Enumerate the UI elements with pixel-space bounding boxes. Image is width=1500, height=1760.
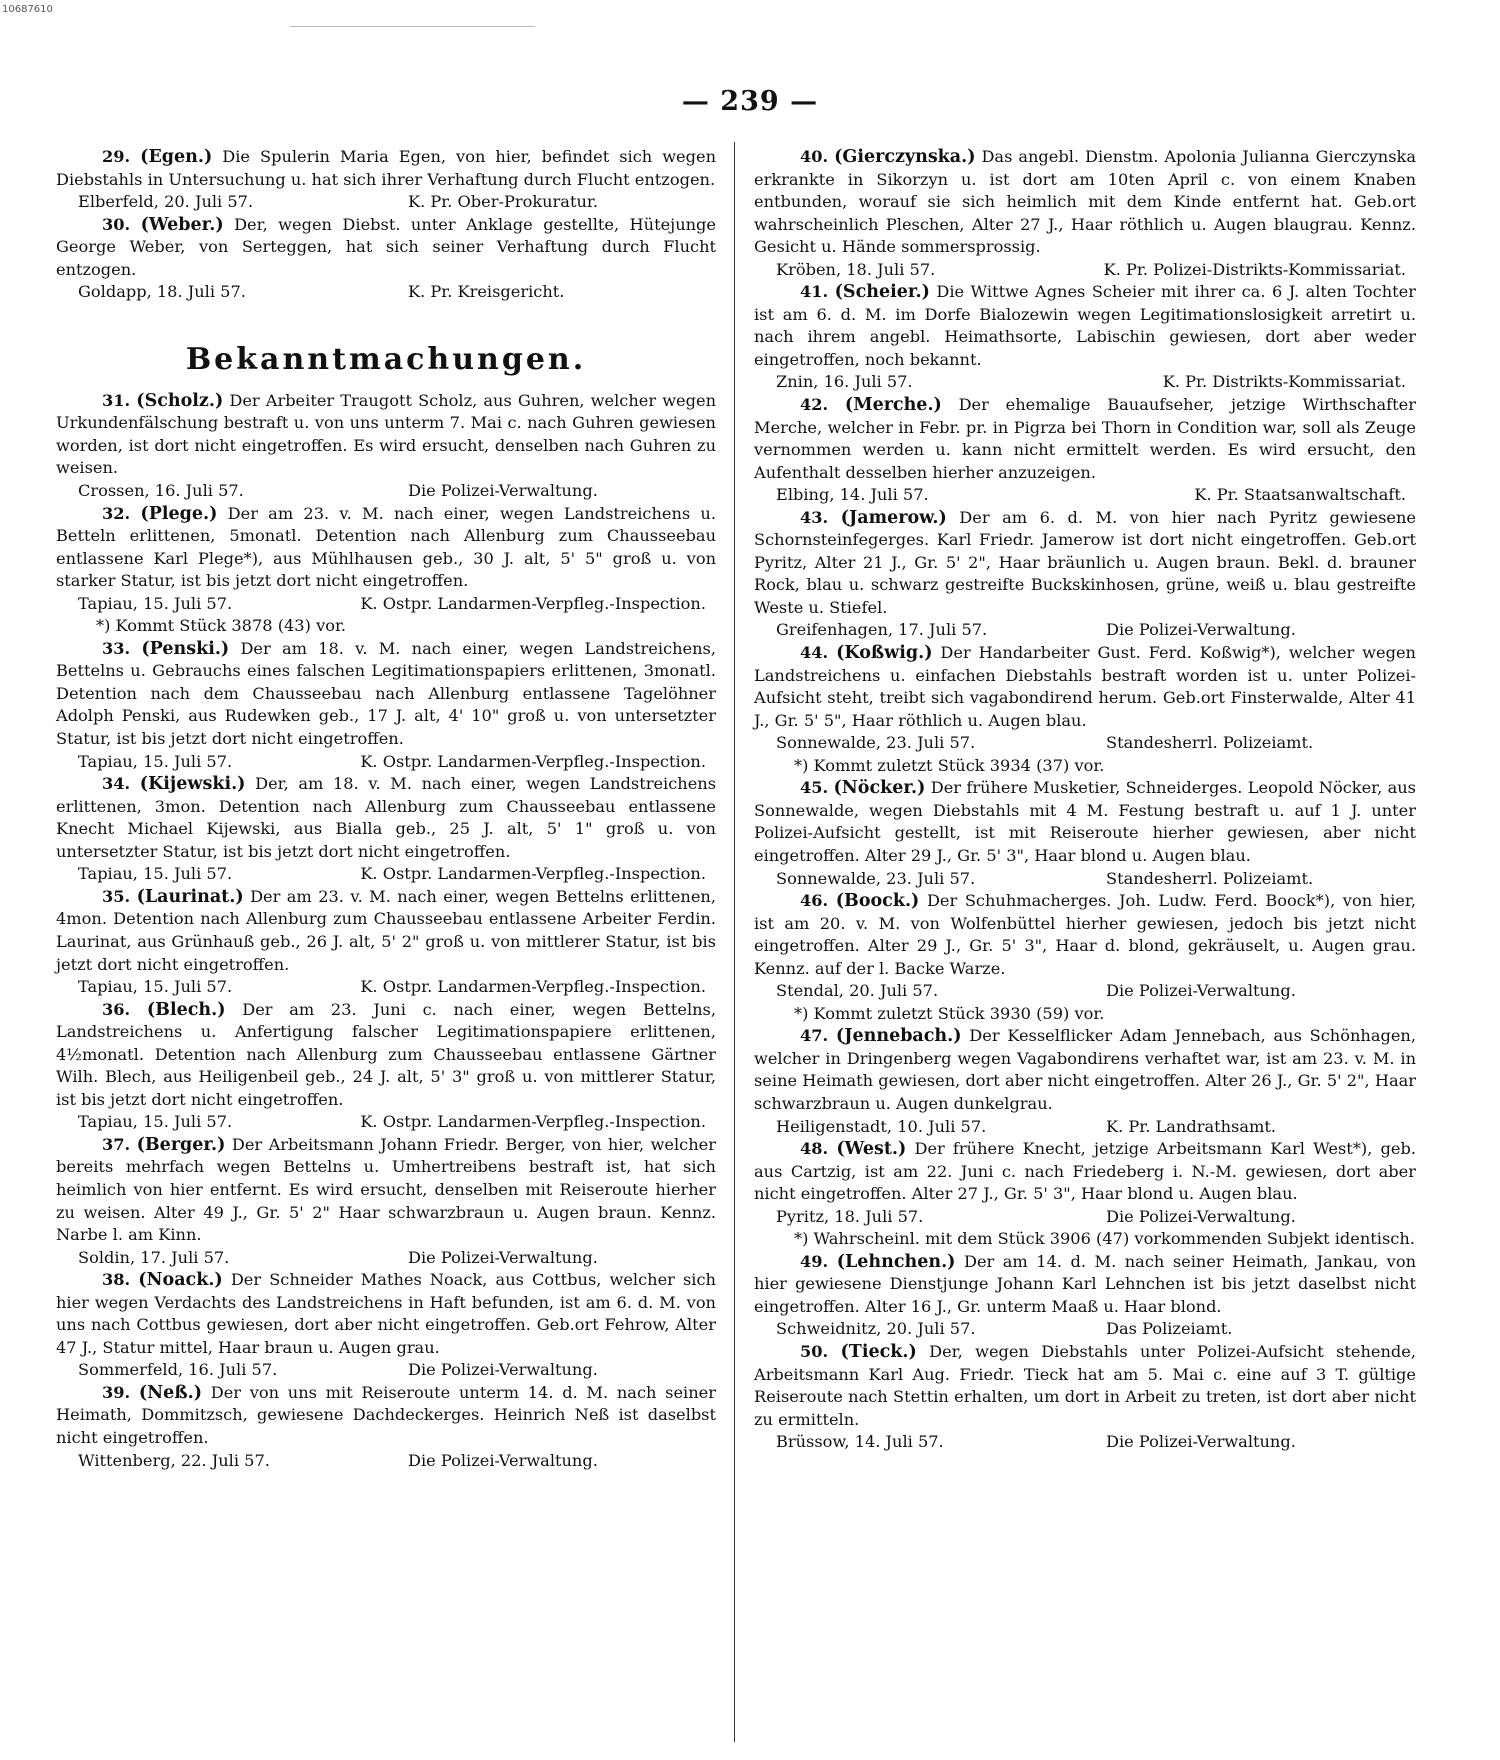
- notice-text-block: [56, 390, 716, 480]
- notice-number: 45.: [800, 778, 829, 798]
- notice-text: Der von uns mit Reiseroute unterm 14. d. M. nach seiner Heimath, Dommitzsch, gewiesene Dachdeckerges. Heinrich Neß ist daselbst nicht eingetroffen.: [56, 1382, 716, 1447]
- notice-entry: [754, 1341, 1416, 1454]
- notice-signature: [776, 619, 1416, 642]
- notice-name: (Boock.): [835, 891, 920, 912]
- page-number: — 239 —: [681, 86, 819, 117]
- notice-text: Der Arbeiter Traugott Scholz, aus Guhren, welcher wegen Urkundenfälschung bestraft u. von uns unterm 7. Mai c. nach Guhren gewiesen worden, ist dort nicht eingetroffen. Es wird ersucht, denselben nach Guhren zu weisen.: [56, 390, 716, 478]
- notice-authority: Die Polizei-Verwaltung.: [408, 1450, 598, 1470]
- notice-signature: [78, 593, 716, 616]
- right-announcements: [754, 146, 1416, 1454]
- notice-number: 29.: [102, 147, 131, 166]
- notice-place-date: Elberfeld, 20. Juli 57.: [78, 192, 254, 212]
- notice-entry: [56, 214, 716, 304]
- notice-authority: K. Ostpr. Landarmen-Verpfleg.-Inspection.: [360, 593, 706, 613]
- notice-place-date: Znin, 16. Juli 57.: [776, 372, 913, 392]
- notice-entry: [56, 1382, 716, 1472]
- notice-entry: [754, 394, 1416, 507]
- notice-signature: [78, 1450, 716, 1473]
- notice-text-block: [56, 999, 716, 1112]
- notice-authority: Die Polizei-Verwaltung.: [1106, 981, 1296, 1001]
- notice-text-block: [754, 642, 1416, 732]
- notice-signature: [78, 863, 716, 886]
- notice-authority: Die Polizei-Verwaltung.: [408, 1360, 598, 1380]
- notice-authority: K. Pr. Landrathsamt.: [1106, 1116, 1276, 1136]
- notice-footnote: *) Kommt zuletzt Stück 3930 (59) vor.: [794, 1003, 1105, 1023]
- notice-authority: K. Pr. Ober-Prokuratur.: [408, 192, 598, 212]
- notice-number: 30.: [102, 214, 131, 234]
- notice-authority: Die Polizei-Verwaltung.: [1106, 620, 1296, 640]
- notice-entry: [56, 999, 716, 1134]
- notice-name: (Penski.): [141, 638, 230, 659]
- notice-authority: K. Pr. Kreisgericht.: [408, 282, 565, 302]
- notice-text: Der am 23. v. M. nach einer, wegen Bettelns erlittenen, 4mon. Detention nach Allenburg zum Chausseebau entlassene Arbeiter Ferdin. Laurinat, aus Grünhauß geb., 26 J. alt, 5' 2" groß u. von mittlerer Statur, ist bis jetzt dort nicht eingetroffen.: [56, 886, 716, 974]
- notice-number: 47.: [800, 1026, 829, 1046]
- notice-signature: [78, 1359, 716, 1382]
- notice-name: (Plege.): [140, 503, 218, 524]
- notice-name: (Scheier.): [834, 282, 930, 303]
- notice-signature: [776, 868, 1416, 891]
- notice-place-date: Kröben, 18. Juli 57.: [776, 259, 936, 279]
- notice-text: Der am 6. d. M. von hier nach Pyritz gewiesene Schornsteinfegerges. Karl Friedr. Jamerow ist dort nicht eingetroffen. Geb.ort Pyritz, Alter 21 J., Gr. 5' 2", Haar bräunlich u. Augen braun. Bekl. d. brauner Rock, blau u. schwarz gestreifte Buckskinhosen, grüne, weiß u. blau gestreifte Weste u. Stiefel.: [754, 507, 1416, 617]
- notice-authority: Standesherrl. Polizeiamt.: [1106, 868, 1314, 888]
- notice-name: (Noack.): [138, 1270, 223, 1291]
- notice-text: Der frühere Knecht, jetzige Arbeitsmann Karl West*), geb. aus Cartzig, ist am 22. Juni c. nach Friedeberg i. N.-M. gewiesen, dort aber nicht eingetroffen. Alter 27 J., Gr. 5' 3", Haar blond u. Augen blau.: [754, 1139, 1416, 1204]
- notice-name: (Kijewski.): [139, 774, 246, 795]
- notice-entry: [56, 146, 716, 214]
- top-rule: [290, 26, 535, 27]
- notice-authority: Die Polizei-Verwaltung.: [1106, 1432, 1296, 1452]
- notice-text-block: [56, 214, 716, 282]
- notice-place-date: Sonnewalde, 23. Juli 57.: [776, 868, 976, 888]
- notice-text-block: [56, 146, 716, 191]
- notice-authority: K. Ostpr. Landarmen-Verpfleg.-Inspection.: [360, 864, 706, 884]
- notice-name: (Jamerow.): [840, 507, 947, 528]
- notice-number: 48.: [800, 1139, 829, 1159]
- notice-text-block: [754, 146, 1416, 259]
- notice-authority: K. Pr. Polizei-Distrikts-Kommissariat.: [1103, 259, 1406, 279]
- notice-number: 41.: [800, 282, 829, 302]
- notice-text: Der Kesselflicker Adam Jennebach, aus Schönhagen, welcher in Dringenberg wegen Vagabondirens verhaftet war, ist am 23. v. M. in seine Heimath gewiesen, dort aber nicht eingetroffen. Alter 26 J., Gr. 5' 2", Haar schwarzbraun u. Augen dunkelgrau.: [754, 1026, 1416, 1113]
- notice-authority: K. Pr. Staatsanwaltschaft.: [1194, 485, 1406, 505]
- notice-authority: K. Ostpr. Landarmen-Verpfleg.-Inspection.: [360, 751, 706, 771]
- notice-number: 33.: [102, 638, 131, 658]
- notice-place-date: Tapiau, 15. Juli 57.: [78, 751, 233, 771]
- notice-place-date: Tapiau, 15. Juli 57.: [78, 977, 233, 997]
- notice-entry: [754, 642, 1416, 777]
- notice-signature: [776, 980, 1416, 1003]
- notice-signature: [776, 732, 1416, 755]
- notice-entry: [56, 390, 716, 503]
- notice-entry: [754, 777, 1416, 890]
- notice-name: (Egen.): [140, 147, 213, 167]
- notice-text: Die Wittwe Agnes Scheier mit ihrer ca. 6 J. alten Tochter ist am 6. d. M. im Dorfe Bialozewin wegen Legitimationslosigkeit arretirt u. nach ihrem angebl. Heimathsorte, Labischin gewiesen, dort aber weder eingetroffen, noch bekannt.: [754, 282, 1416, 369]
- notice-entry: [56, 503, 716, 638]
- notice-authority: K. Pr. Distrikts-Kommissariat.: [1162, 372, 1406, 392]
- notice-number: 42.: [800, 395, 829, 415]
- notice-entry: [754, 281, 1416, 394]
- notice-place-date: Goldapp, 18. Juli 57.: [78, 282, 246, 302]
- notice-number: 35.: [102, 886, 131, 906]
- notice-number: 34.: [102, 774, 131, 794]
- notice-name: (Nöcker.): [833, 778, 926, 799]
- notice-name: (Tieck.): [840, 1341, 917, 1362]
- notice-authority: Das Polizeiamt.: [1106, 1319, 1233, 1339]
- section-heading: Bekanntmachungen.: [185, 341, 587, 377]
- notice-place-date: Tapiau, 15. Juli 57.: [78, 864, 233, 884]
- notice-name: (Neß.): [138, 1382, 202, 1403]
- notice-text-block: [754, 281, 1416, 371]
- notice-name: (Koßwig.): [836, 643, 933, 664]
- notice-text: Der Handarbeiter Gust. Ferd. Koßwig*), welcher wegen Landstreichens u. einfachen Diebstahls bestraft worden ist u. unter Polizei-Aufsicht steht, treibt sich vagabondirend herum. Geb.ort Finsterwalde, Alter 41 J., Gr. 5' 5", Haar röthlich u. Augen blau.: [754, 643, 1416, 730]
- notice-text: Der, am 18. v. M. nach einer, wegen Landstreichens erlittenen, 3mon. Detention nach Allenburg zum Chausseebau entlassene Knecht Michael Kijewski, aus Bialla geb., 25 J. alt, 5' 1" groß u. von untersetzter Statur, ist bis jetzt dort nicht eingetroffen.: [56, 774, 717, 861]
- notice-text-block: [754, 1251, 1416, 1319]
- notice-name: (Blech.): [146, 999, 226, 1020]
- notice-entry: [754, 1138, 1416, 1251]
- notice-text-block: [56, 773, 716, 863]
- notice-name: (Laurinat.): [136, 886, 244, 907]
- notice-place-date: Elbing, 14. Juli 57.: [776, 485, 929, 505]
- notice-signature: [776, 1206, 1416, 1229]
- notice-name: (Merche.): [844, 395, 942, 416]
- notice-text: Der Arbeitsmann Johann Friedr. Berger, von hier, welcher bereits mehrfach wegen Bettelns u. Umhertreibens bestraft ist, hat sich heimlich von hier entfernt. Es wird ersucht, denselben mit Reiseroute hierher zu weisen. Alter 49 J., Gr. 5' 2" Haar schwarzbraun u. Augen braun. Kennz. Narbe l. am Kinn.: [56, 1134, 716, 1245]
- notice-text-block: [754, 394, 1416, 484]
- notice-place-date: Soldin, 17. Juli 57.: [78, 1247, 230, 1267]
- notice-place-date: Heiligenstadt, 10. Juli 57.: [776, 1116, 987, 1136]
- notice-name: (Jennebach.): [835, 1026, 962, 1047]
- notice-text-block: [56, 1134, 716, 1247]
- notice-signature: [776, 1318, 1416, 1341]
- notice-place-date: Stendal, 20. Juli 57.: [776, 981, 939, 1001]
- notice-text: Die Spulerin Maria Egen, von hier, befindet sich wegen Diebstahls in Untersuchung u. hat sich ihrer Verhaftung durch Flucht entzogen.: [56, 147, 716, 189]
- notice-place-date: Pyritz, 18. Juli 57.: [776, 1206, 924, 1226]
- notice-text-block: [754, 1138, 1416, 1206]
- notice-place-date: Tapiau, 15. Juli 57.: [78, 1112, 233, 1132]
- notice-text: Der frühere Musketier, Schneiderges. Leopold Nöcker, aus Sonnewalde, wegen Diebstahls mit 4 M. Festung bestraft u. auf 1 J. unter Polizei-Aufsicht gestellt, ist mit Reiseroute hierher gewiesen, aber nicht eingetroffen. Alter 29 J., Gr. 5' 3", Haar blond u. Augen blau.: [754, 778, 1416, 865]
- right-column: [754, 146, 1416, 1454]
- notice-signature: [78, 976, 716, 999]
- notice-name: (Weber.): [140, 214, 224, 235]
- notice-number: 50.: [800, 1341, 829, 1361]
- notice-text: Der, wegen Diebst. unter Anklage gestellte, Hütejunge George Weber, von Serteggen, hat sich seiner Verhaftung durch Flucht entzogen.: [56, 214, 716, 279]
- notice-text: Das angebl. Dienstm. Apolonia Julianna Gierczynska erkrankte in Sikorzyn u. ist dort am 10ten April c. von einem Knaben entbunden, worauf sie sich heimlich mit dem Kinde entfernt hat. Geb.ort wahrscheinlich Pleschen, Alter 27 J., Haar röthlich u. Augen blaugrau. Kennz. Gesicht u. Hände sommersprossig.: [754, 147, 1416, 257]
- notice-signature: [776, 259, 1416, 282]
- notice-text: Der am 14. d. M. nach seiner Heimath, Jankau, von hier gewiesene Dienstjunge Johann Karl Lehnchen ist bis jetzt daselbst nicht eingetroffen. Alter 16 J., Gr. unterm Maaß u. Haar blond.: [754, 1251, 1416, 1316]
- notice-place-date: Schweidnitz, 20. Juli 57.: [776, 1319, 976, 1339]
- notice-footnote: *) Kommt Stück 3878 (43) vor.: [96, 616, 347, 636]
- document-id: 10687610: [2, 4, 53, 15]
- notice-entry: [56, 886, 716, 999]
- notice-name: (West.): [836, 1139, 907, 1160]
- notice-entry: [754, 1025, 1416, 1138]
- notice-number: 36.: [102, 999, 131, 1019]
- notice-signature: [78, 1111, 716, 1134]
- notice-entry: [754, 146, 1416, 281]
- notice-number: 31.: [102, 390, 131, 410]
- notice-place-date: Greifenhagen, 17. Juli 57.: [776, 620, 988, 640]
- notice-entry: [56, 773, 716, 886]
- notice-authority: Die Polizei-Verwaltung.: [1106, 1206, 1296, 1226]
- notice-text: Der Schneider Mathes Noack, aus Cottbus, welcher sich hier wegen Verdachts des Landstreichens in Haft befunden, ist am 6. d. M. von uns nach Cottbus gewiesen, dort aber nicht eingetroffen. Geb.ort Fehrow, Alter 47 J., Statur mittel, Haar braun u. Augen grau.: [56, 1270, 716, 1357]
- notice-number: 32.: [102, 503, 131, 523]
- notice-footnote: *) Wahrscheinl. mit dem Stück 3906 (47) vorkommenden Subjekt identisch.: [794, 1229, 1415, 1249]
- notice-number: 44.: [800, 643, 829, 663]
- left-announcements: [56, 390, 716, 1472]
- notice-signature: [78, 1247, 716, 1270]
- notice-entry: [56, 638, 716, 773]
- notice-place-date: Sommerfeld, 16. Juli 57.: [78, 1360, 278, 1380]
- notice-entry: [754, 1251, 1416, 1341]
- notice-name: (Gierczynska.): [834, 147, 976, 167]
- notice-text-block: [754, 1025, 1416, 1115]
- notice-text: Der am 23. Juni c. nach einer, wegen Bettelns, Landstreichens u. Anfertigung falscher Legitimationspapiere erlittenen, 4½monatl. Detention nach Allenburg zum Chausseebau entlassene Gärtner Wilh. Blech, aus Heiligenbeil geb., 24 J. alt, 5' 3" groß u. von mittlerer Statur, ist bis jetzt dort nicht eingetroffen.: [56, 999, 716, 1109]
- notice-text-block: [56, 1382, 716, 1450]
- left-top-entries: [56, 146, 716, 304]
- notice-place-date: Wittenberg, 22. Juli 57.: [78, 1450, 270, 1470]
- notice-number: 49.: [800, 1251, 829, 1271]
- notice-text-block: [754, 890, 1416, 980]
- notice-text: Der ehemalige Bauaufseher, jetzige Wirthschafter Merche, welcher in Febr. pr. in Pigrza bei Thorn in Condition war, soll als Zeuge vernommen werden u. kann nicht ermittelt werden. Es wird ersucht, den Aufenthalt desselben hierher anzuzeigen.: [754, 395, 1416, 482]
- notice-authority: Die Polizei-Verwaltung.: [408, 481, 598, 501]
- notice-text-block: [56, 503, 716, 593]
- notice-number: 38.: [102, 1270, 131, 1290]
- notice-signature: [78, 191, 716, 214]
- notice-entry: [56, 1134, 716, 1269]
- notice-signature: [78, 751, 716, 774]
- notice-authority: K. Ostpr. Landarmen-Verpfleg.-Inspection.: [360, 977, 706, 997]
- notice-footnote: *) Kommt zuletzt Stück 3934 (37) vor.: [794, 755, 1105, 775]
- notice-signature: [776, 371, 1416, 394]
- notice-entry: [56, 1269, 716, 1382]
- notice-place-date: Brüssow, 14. Juli 57.: [776, 1432, 944, 1452]
- notice-text-block: [754, 1341, 1416, 1431]
- notice-signature: [776, 484, 1416, 507]
- notice-text: Der, wegen Diebstahls unter Polizei-Aufsicht stehende, Arbeitsmann Karl Aug. Friedr. Tieck hat am 5. Mai c. eine auf 3 T. gültige Reiseroute nach Stettin erhalten, um dort in Arbeit zu treten, ist dort aber nicht zu ermitteln.: [754, 1341, 1416, 1429]
- notice-place-date: Sonnewalde, 23. Juli 57.: [776, 733, 976, 753]
- notice-number: 37.: [102, 1134, 131, 1154]
- notice-text: Der am 23. v. M. nach einer, wegen Landstreichens u. Betteln erlittenen, 5monatl. Detention nach Allenburg zum Chausseebau entlassene Karl Plege*), aus Mühlhausen geb., 30 J. alt, 5' 5" groß u. von starker Statur, ist bis jetzt dort nicht eingetroffen.: [56, 503, 717, 591]
- notice-entry: [754, 507, 1416, 642]
- notice-number: 43.: [800, 507, 829, 527]
- notice-authority: K. Ostpr. Landarmen-Verpfleg.-Inspection.: [360, 1112, 706, 1132]
- notice-entry: [754, 890, 1416, 1025]
- notice-authority: Standesherrl. Polizeiamt.: [1106, 733, 1314, 753]
- notice-number: 46.: [800, 891, 829, 911]
- notice-place-date: Tapiau, 15. Juli 57.: [78, 593, 233, 613]
- notice-number: 39.: [102, 1382, 131, 1402]
- notice-place-date: Crossen, 16. Juli 57.: [78, 481, 244, 501]
- column-divider: [734, 142, 735, 1742]
- notice-text: Der am 18. v. M. nach einer, wegen Landstreichens, Bettelns u. Gebrauchs eines falschen Legitimationspapiers erlittenen, 3monatl. Detention nach dem Chausseebau nach Allenburg entlassene Tagelöhner Adolph Penski, aus Rudewken geb., 17 J. alt, 4' 10" groß u. von untersetzter Statur, ist bis jetzt dort nicht eingetroffen.: [56, 638, 716, 749]
- notice-text: Der Schuhmacherges. Joh. Ludw. Ferd. Boock*), von hier, ist am 20. v. M. von Wolfenbüttel hierher gewiesen, jedoch bis jetzt nicht eingetroffen. Alter 29 J., Gr. 5' 3", Haar d. blond, gekräuselt, u. Augen grau. Kennz. auf der l. Backe Warze.: [754, 891, 1416, 978]
- notice-authority: Die Polizei-Verwaltung.: [408, 1247, 598, 1267]
- notice-name: (Scholz.): [136, 390, 224, 411]
- notice-text-block: [754, 777, 1416, 867]
- notice-text-block: [56, 638, 716, 751]
- notice-signature: [78, 281, 716, 304]
- notice-name: (Berger.): [136, 1134, 226, 1155]
- notice-text-block: [754, 507, 1416, 620]
- notice-text-block: [56, 1269, 716, 1359]
- left-column: [56, 146, 716, 1472]
- notice-text-block: [56, 886, 716, 976]
- notice-number: 40.: [800, 147, 829, 166]
- notice-name: (Lehnchen.): [836, 1251, 956, 1272]
- notice-signature: [78, 480, 716, 503]
- notice-signature: [776, 1431, 1416, 1454]
- notice-signature: [776, 1116, 1416, 1139]
